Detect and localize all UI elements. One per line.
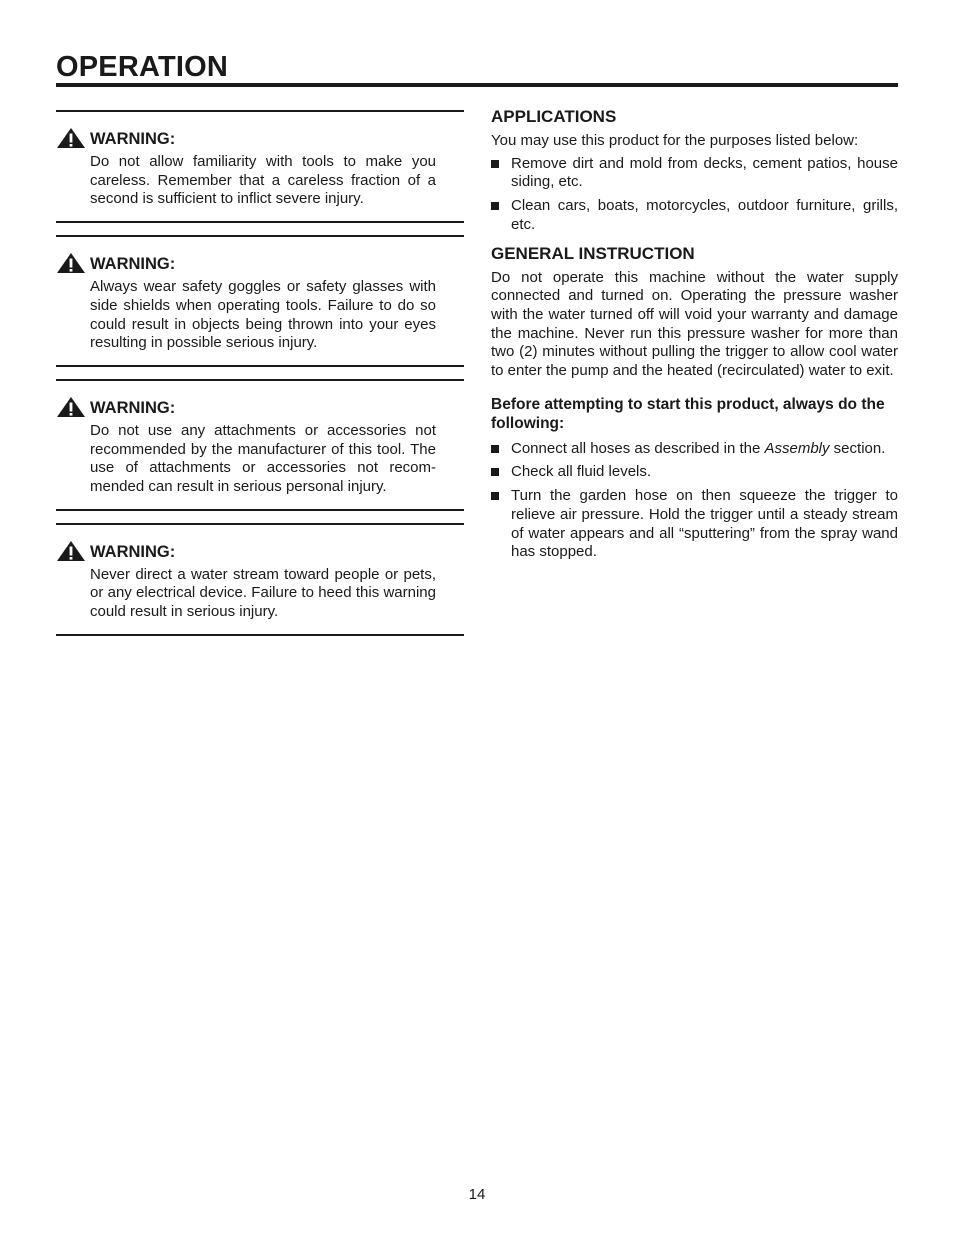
warning-triangle-icon <box>56 252 86 274</box>
warning-box <box>56 235 464 367</box>
warning-header <box>56 126 464 150</box>
warning-box <box>56 110 464 223</box>
step-suffix: section. <box>829 439 886 457</box>
list-item-text: Remove dirt and mold from decks, cement patios, house siding, etc. <box>511 154 898 191</box>
general-instruction-heading: GENERAL INSTRUCTION <box>491 243 695 263</box>
warning-box <box>56 523 464 636</box>
warning-label: WARNING: <box>90 130 176 148</box>
applications-intro: You may use this product for the purposes listed below: <box>491 132 859 149</box>
list-item <box>491 197 898 234</box>
list-item <box>491 487 898 562</box>
warning-triangle-icon <box>56 396 86 418</box>
warning-text: Never direct a water stream toward people or pets, or any electrical device. Failure to heed this warning could result in serious injury. <box>90 565 436 621</box>
applications-list <box>491 155 898 235</box>
list-item <box>491 155 898 192</box>
warning-header <box>56 539 464 563</box>
warning-text: Do not use any attachments or accessories not recommended by the manufacturer of this tool. The use of attachments or accessories not recom-mended can result in serious personal injury. <box>90 421 436 496</box>
warning-label: WARNING: <box>90 398 176 417</box>
square-bullet-icon <box>491 492 499 500</box>
title-rule <box>56 83 898 87</box>
warning-triangle-icon <box>56 540 86 562</box>
warning-header <box>56 395 464 419</box>
list-item <box>491 440 898 459</box>
applications-heading: APPLICATIONS <box>491 107 617 126</box>
warning-label: WARNING: <box>90 542 176 561</box>
page-number: 14 <box>468 1186 486 1203</box>
list-item <box>491 463 898 482</box>
list-item-text: Clean cars, boats, motorcycles, outdoor furniture, grills, etc. <box>511 197 898 233</box>
warning-header <box>56 251 464 275</box>
before-start-note: Before attempting to start this product, always do the following: <box>491 395 885 433</box>
square-bullet-icon <box>491 445 499 453</box>
step-italic-ref: Assembly <box>764 439 830 457</box>
square-bullet-icon <box>491 160 499 168</box>
page-title: OPERATION <box>56 51 229 83</box>
list-item-text: Check all fluid levels. <box>511 463 652 481</box>
warning-text: Always wear safety goggles or safety glasses with side shields when operating tools. Failure to do so could result in objects being thrown into your eyes resulting in possible serious injury. <box>90 278 436 352</box>
steps-list <box>491 440 898 562</box>
instructions-column <box>491 106 898 567</box>
warning-label: WARNING: <box>90 255 176 274</box>
warnings-column <box>56 110 464 648</box>
warning-box <box>56 379 464 511</box>
warning-triangle-icon <box>56 127 86 149</box>
warning-text: Do not allow familiarity with tools to make you careless. Remember that a careless fraction of a second is sufficient to inflict severe injury. <box>90 153 436 208</box>
list-item-text: Turn the garden hose on then squeeze the trigger to relieve air pressure. Hold the trigger until a steady stream of water appears and all “sputtering” from the spray wand has stopped. <box>511 487 898 561</box>
square-bullet-icon <box>491 468 499 476</box>
square-bullet-icon <box>491 202 499 210</box>
general-instruction-text: Do not operate this machine without the water supply connected and turned on. Operating the pressure washer with the water turned off will void your warranty and damage the machine. Never run this pressure washer for more than two (2) minutes without pulling the trigger to allow cool water to enter the pump and the heated (recirculated) water to exit. <box>491 268 898 380</box>
step-prefix: Connect all hoses as described in the <box>511 439 765 457</box>
